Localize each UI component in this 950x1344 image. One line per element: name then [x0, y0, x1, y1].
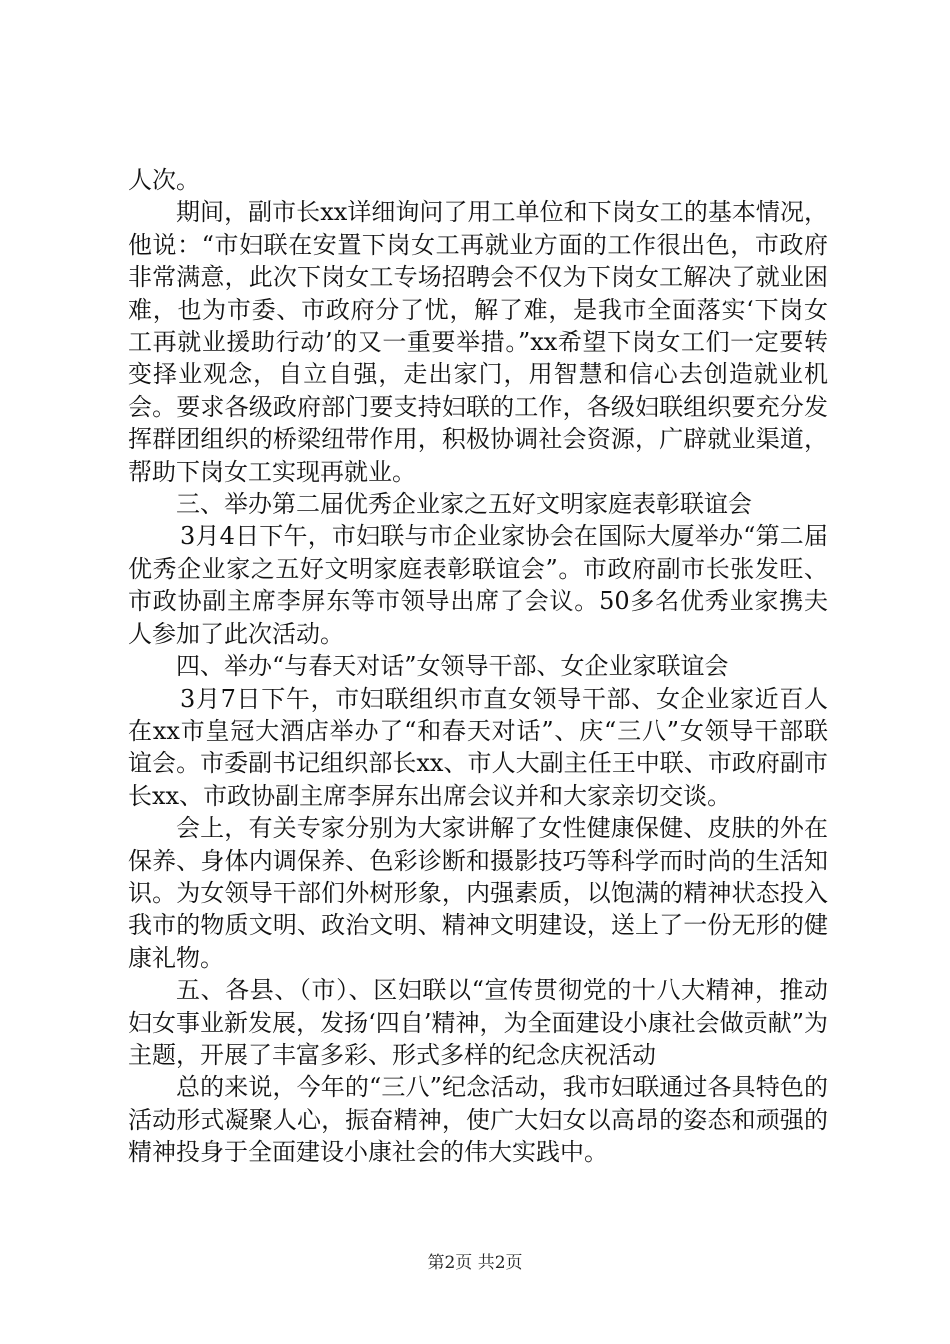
paragraph-march-7: 3月7日下午，市妇联组织市直女领导干部、女企业家近百人在xx市皇冠大酒店举办了“和春天对话”、庆“三八”女领导干部联谊会。市委副书记组织部长xx、市人大副主任王中联、市政府副市长xx、市政协副主席李屏东出席会议并和大家亲切交谈。	[128, 684, 828, 810]
page-number-footer: 第2页 共2页	[427, 1253, 523, 1273]
section-heading-3: 三、举办第二届优秀企业家之五好文明家庭表彰联谊会	[176, 490, 752, 519]
section-heading-4: 四、举办“与春天对话”女领导干部、女企业家联谊会	[176, 652, 729, 681]
paragraph-march-4: 3月4日下午，市妇联与市企业家协会在国际大厦举办“第二届优秀企业家之五好文明家庭表彰联谊会”。市政府副市长张发旺、市政协副主席李屏东等市领导出席了会议。50多名优秀业家携夫人参加了此次活动。	[128, 522, 828, 648]
paragraph-vice-mayor-remarks: 期间，副市长xx详细询问了用工单位和下岗女工的基本情况，他说：“市妇联在安置下岗女工再就业方面的工作很出色，市政府非常满意，此次下岗女工专场招聘会不仅为下岗女工解决了就业困难，也为市委、市政府分了忧，解了难，是我市全面落实‘下岗女工再就业援助行动’的又一重要举措。”xx希望下岗女工们一定要转变择业观念，自立自强，走出家门，用智慧和信心去创造就业机会。要求各级政府部门要支持妇联的工作，各级妇联组织要充分发挥群团组织的桥梁纽带作用，积极协调社会资源，广辟就业渠道，帮助下岗女工实现再就业。	[128, 198, 828, 486]
section-heading-5: 五、各县、（市）、区妇联以“宣传贯彻党的十八大精神，推动妇女事业新发展，发扬‘四自’精神，为全面建设小康社会做贡献”为主题，开展了丰富多彩、形式多样的纪念庆祝活动	[128, 976, 828, 1069]
document-body	[128, 164, 828, 1169]
paragraph-expert-talks: 会上，有关专家分别为大家讲解了女性健康保健、皮肤的外在保养、身体内调保养、色彩诊断和摄影技巧等科学而时尚的生活知识。为女领导干部们外树形象，内强素质，以饱满的精神状态投入我市的物质文明、政治文明、精神文明建设，送上了一份无形的健康礼物。	[128, 814, 828, 972]
paragraph-summary: 总的来说，今年的“三八”纪念活动，我市妇联通过各具特色的活动形式凝聚人心，振奋精神，使广大妇女以高昂的姿态和顽强的精神投身于全面建设小康社会的伟大实践中。	[128, 1073, 828, 1167]
paragraph-continuation: 人次。	[128, 166, 200, 194]
